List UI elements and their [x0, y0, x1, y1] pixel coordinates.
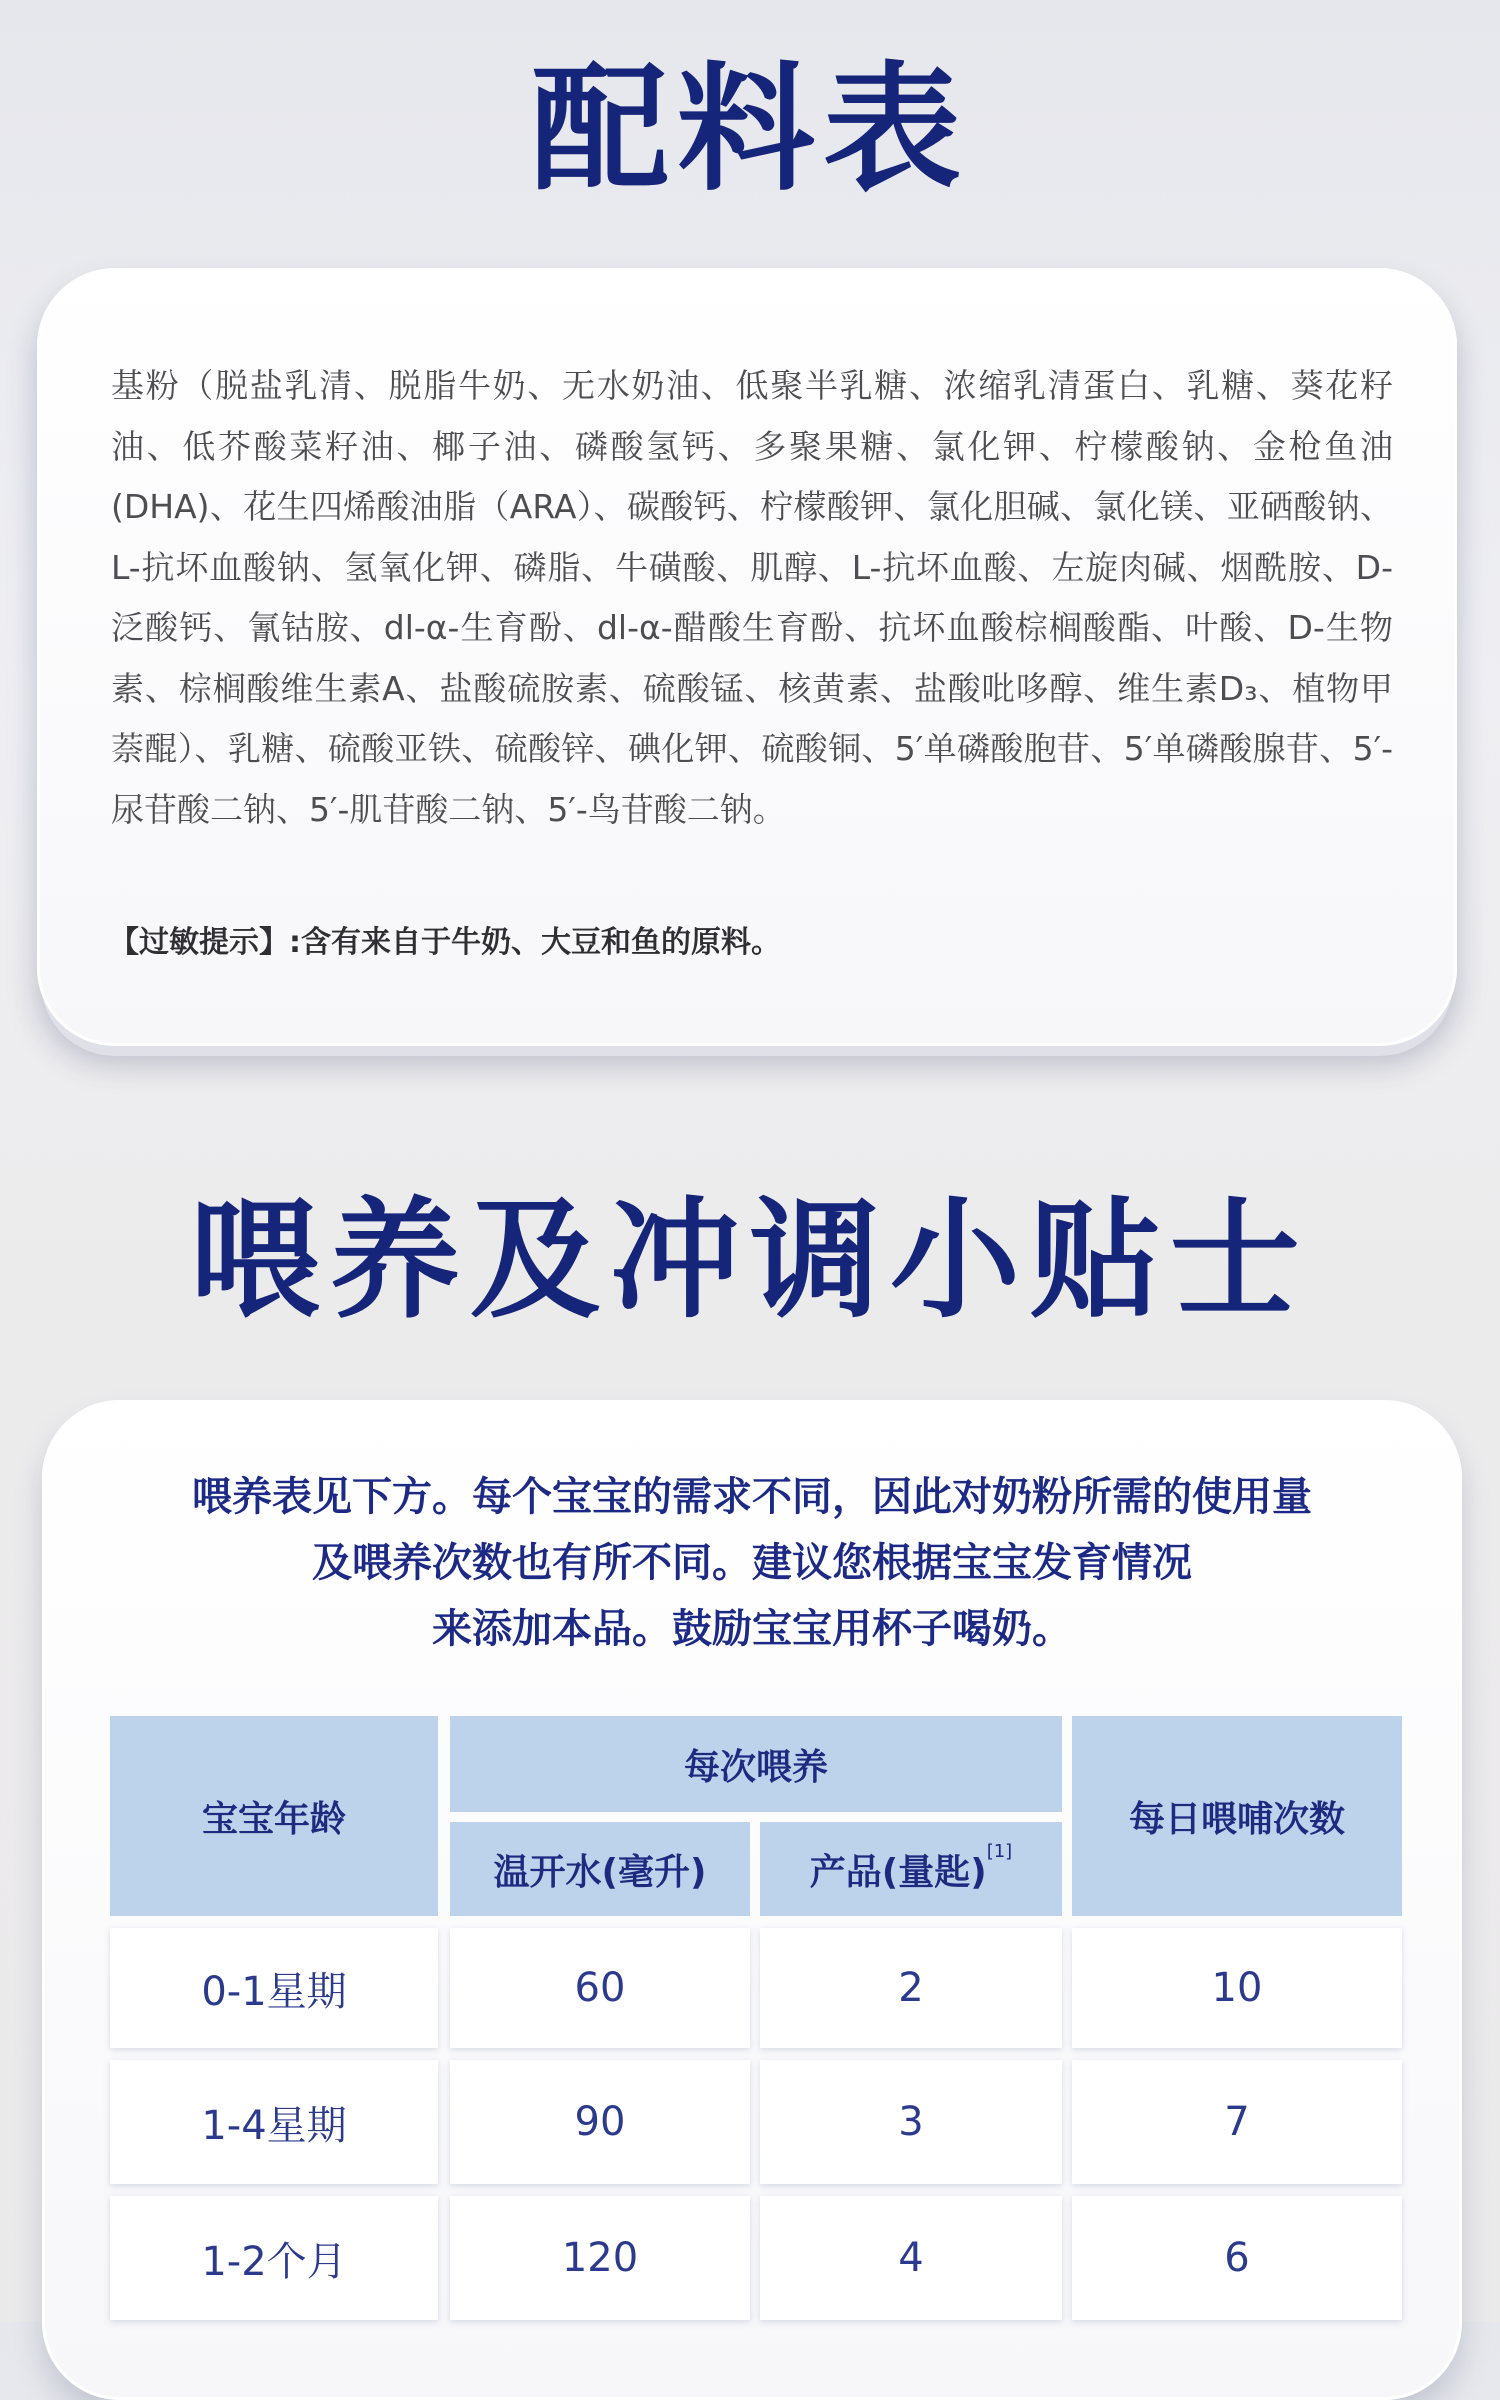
table-cell-age	[110, 1928, 438, 2048]
table-cell-age	[110, 2196, 438, 2320]
header-daily-label: 每日喂哺次数	[1128, 1798, 1345, 1840]
cell-text: 3	[898, 2099, 924, 2145]
ingredients-title: 配料表	[530, 49, 969, 210]
table-cell-product	[760, 2196, 1062, 2320]
tips-line: 喂养表见下方。每个宝宝的需求不同，因此对奶粉所需的使用量	[192, 1474, 1312, 1520]
header-each-feed	[450, 1716, 1062, 1812]
feeding-tips-text	[42, 1464, 1462, 1662]
table-cell-daily	[1072, 2196, 1402, 2320]
table-cell-water	[450, 2060, 750, 2184]
table-cell-age	[110, 2060, 438, 2184]
cell-text: 2	[898, 1965, 924, 2011]
cell-text: 10	[1211, 1965, 1263, 2011]
table-cell-water	[450, 2196, 750, 2320]
tips-line: 及喂养次数也有所不同。建议您根据宝宝发育情况	[312, 1540, 1192, 1586]
cell-text: 1-4星期	[201, 2102, 347, 2149]
table-cell-product	[760, 2060, 1062, 2184]
header-daily	[1072, 1716, 1402, 1916]
table-cell-product	[760, 1928, 1062, 2048]
allergy-notice: 【过敏提示】:含有来自于牛奶、大豆和鱼的原料。	[109, 925, 781, 960]
header-product-text: 产品(量匙)	[809, 1851, 987, 1893]
table-cell-water	[450, 1928, 750, 2048]
cell-text: 60	[574, 1965, 626, 2011]
cell-text: 1-2个月	[201, 2238, 347, 2285]
table-cell-daily	[1072, 1928, 1402, 2048]
feeding-tips-title: 喂养及冲调小贴士	[189, 1184, 1310, 1336]
header-product	[760, 1822, 1062, 1916]
cell-text: 6	[1224, 2235, 1250, 2281]
header-each-feed-label: 每次喂养	[683, 1746, 828, 1788]
header-water	[450, 1822, 750, 1916]
cell-text: 4	[898, 2235, 924, 2281]
header-age-label: 宝宝年龄	[201, 1798, 346, 1840]
ingredients-card	[37, 268, 1457, 1046]
cell-text: 90	[574, 2099, 626, 2145]
header-water-label: 温开水(毫升)	[493, 1851, 707, 1893]
header-product-label	[809, 1840, 1013, 1895]
table-cell-daily	[1072, 2060, 1402, 2184]
cell-text: 120	[561, 2235, 639, 2281]
ingredients-text: 基粉（脱盐乳清、脱脂牛奶、无水奶油、低聚半乳糖、浓缩乳清蛋白、乳糖、葵花籽油、低芥酸菜籽油、椰子油、磷酸氢钙、多聚果糖、氯化钾、柠檬酸钠、金枪鱼油(DHA)、花生四烯酸油脂（ARA）、碳酸钙、柠檬酸钾、氯化胆碱、氯化镁、亚硒酸钠、L-抗坏血酸钠、氢氧化钾、磷脂、牛磺酸、肌醇、L-抗坏血酸、左旋肉碱、烟酰胺、D-泛酸钙、氰钴胺、dl-α-生育酚、dl-α-醋酸生育酚、抗坏血酸棕榈酸酯、叶酸、D-生物素、棕榈酸维生素A、盐酸硫胺素、硫酸锰、核黄素、盐酸吡哆醇、维生素D₃、植物甲萘醌）、乳糖、硫酸亚铁、硫酸锌、碘化钾、硫酸铜、5′单磷酸胞苷、5′单磷酸腺苷、5′-尿苷酸二钠、5′-肌苷酸二钠、5′-鸟苷酸二钠。	[111, 366, 1393, 829]
tips-line: 来添加本品。鼓励宝宝用杯子喝奶。	[432, 1606, 1072, 1652]
cell-text: 7	[1224, 2099, 1250, 2145]
cell-text: 0-1星期	[201, 1968, 347, 2015]
header-age	[110, 1716, 438, 1916]
feeding-tips-card	[42, 1400, 1462, 2400]
footnote-marker: [1]	[986, 1840, 1013, 1862]
